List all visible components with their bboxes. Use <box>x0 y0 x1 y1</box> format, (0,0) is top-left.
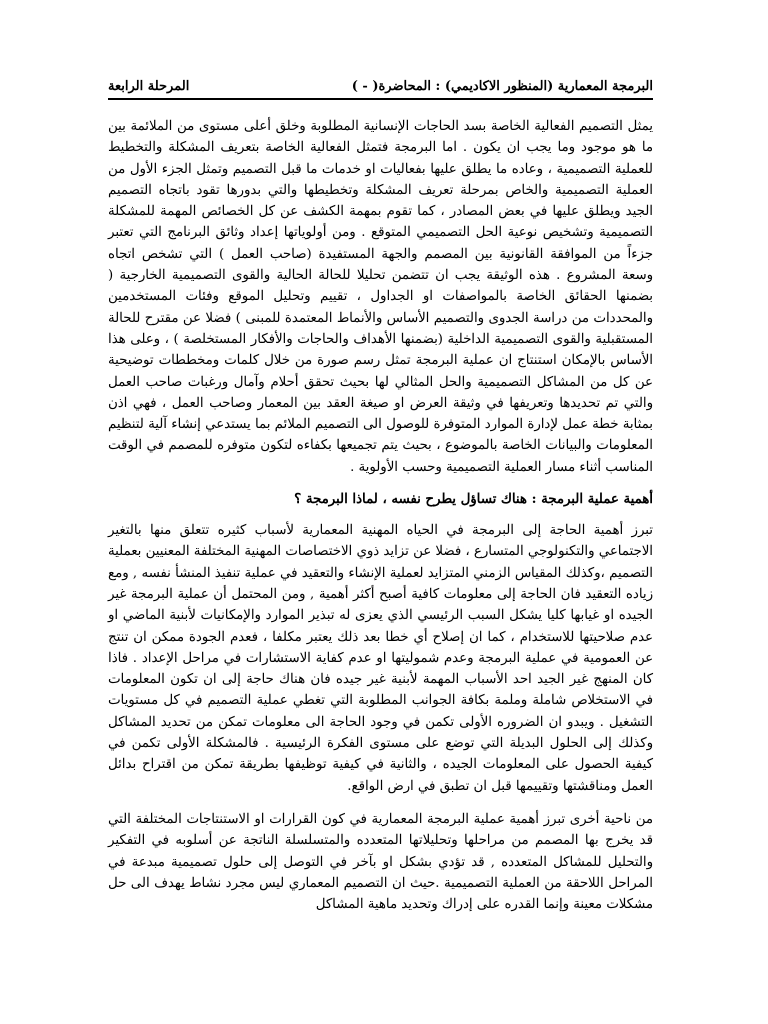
section-heading: أهمية عملية البرمجة : هناك تساؤل يطرح نفسه ، لماذا البرمجة ؟ <box>294 492 653 508</box>
paragraph-continuation: من ناحية أخرى تبرز أهمية عملية البرمجة المعمارية في كون القرارات او الاستنتاجات المختلفة التي قد يخرج بها المصمم من مراحلها وتحليلاتها المتعدده والمتسلسلة الناتجة عن أسلوبه في التفكير والتحليل للمشاكل المتعدده , قد تؤدي بشكل او بآخر في التوصل إلى حلول تصميمية مبدعة في المراحل اللاحقة من العملية التصميمية .حيث ان التصميم المعماري ليس مجرد نشاط يهدف الى حل مشكلات معينة وإنما القدره على إدراك وتحديد ماهية المشاكل <box>108 811 653 913</box>
paragraph-intro: يمثل التصميم الفعالية الخاصة بسد الحاجات الإنسانية المطلوبة وخلق أعلى مستوى من الملائمة بين ما هو موجود وما يجب ان يكون . اما البرمجة فتمثل الفعالية الخاصة بتعريف المشكلة والتخطيط للعملية التصميمية ، وعاده ما يطلق عليها بفعاليات او خدمات ما قبل التصميم وتمثل الجزء الأول من العملية التصميمية والخاص بمرحلة تعريف المشكلة وتخطيطها والتي بدورها تقود باتجاه التصميم الجيد ويطلق عليها في بعض المصادر ، كما تقوم بمهمة الكشف عن كل الخصائص المهمة للمشكلة التصميمية وتشخيص نوعية الحل التصميمي المتوقع . ومن أولوياتها إعداد وثائق البرنامج التي تعتبر جزءاً من الموافقة القانونية بين المصمم والجهة المستفيدة (صاحب العمل ) التي تشخص اتجاه وسعة المشروع . هذه الوثيقة يجب ان تتضمن تحليلا للحالة الحالية والقوى التصميمية الخارجية ( بضمنها الحقائق الخاصة بالمواصفات او الجداول ، تقييم وتحليل الموقع وفئات المستخدمين والمحددات من دراسة الجدوى والتصميم الأساس والأنماط المعتمدة للمبنى ) فضلا عن مقترح للحالة المستقبلية والقوى التصميمية الداخلية (بضمنها الأهداف والحاجات والأفكار المستخلصة ) ، وعلى هذا الأساس بالإمكان استنتاج ان عملية البرمجة تمثل رسم صورة من خلال كلمات ومخططات توضيحية عن كل من المشاكل التصميمية والحل المثالي لها بحيث تحقق أحلام وآمال ورغبات صاحب العمل والتي تم تحديدها وتعريفها في وثيقة العرض او صيغة العقد بين المعمار وصاحب العمل ، فهي اذن بمثابة خطة عمل لإدارة الموارد المتوفرة للوصول الى التصميم الملائم بما يستدعي إنشاء آلية لتنظيم المعلومات والبيانات الخاصة بالموضوع ، بحيث يتم تجميعها بكفاءه لتكون متوفره للمصمم في الوقت المناسب أثناء مسار العملية التصميمية وحسب الأولوية . <box>108 119 653 475</box>
paragraph-importance: تبرز أهمية الحاجة إلى البرمجة في الحياه المهنية المعمارية لأسباب كثيره تتعلق منها بالتغير الاجتماعي والتكنولوجي المتسارع ، فضلا عن تزايد ذوي الاختصاصات المهنية المختلفة المعنيين بعملية التصميم ،وكذلك المقياس الزمني المتزايد لعملية الإنشاء والتعقيد في عملية تنفيذ المنشأ نفسه , ومع زياده التعقيد فان الحاجة إلى معلومات كافية أصبح أكثر أهمية , ومن المحتمل أن عملية البرمجة غير الجيده او غيابها كليا يشكل السبب الرئيسي الذي يعزى له تبذير الموارد والإمكانيات لأبنية الماضي او عدم صلاحيتها للاستخدام ، كما ان إصلاح أي خطا بعد ذلك يعتبر مكلفا ، فعدم الجودة ممكن ان تنتج عن العمومية في عملية البرمجة وعدم شموليتها او عدم كفاية الاستشارات في مراحل الإعداد . فاذا كان المنهج غير الجيد احد الأسباب المهمة لأبنية غير جيده فان هناك حاجة إلى ان تكون المعلومات في الاستخلاص شاملة وملمة بكافة الجوانب المطلوبة التي تغطي عملية التصميم في كل مستويات التشغيل . ويبدو ان الضروره الأولى تكمن في وجود الحاجة الى معلومات تمكن من تحديد المشاكل وكذلك إلى الحلول البديلة التي توضع على مستوى الفكرة الرئيسية . فالمشكلة الأولى تكمن في كيفية الحصول على المعلومات الجيده ، والثانية في كيفية توظيفها بطريقة تمكن من اقتراح بدائل العمل ومناقشتها وتقييمها قبل ان تطبق في ارض الواقع. <box>108 523 653 794</box>
header-title: البرمجة المعمارية (المنظور الاكاديمي) : المحاضرة( - ) <box>351 79 653 94</box>
page-header <box>108 78 653 100</box>
header-stage: المرحلة الرابعة <box>108 79 190 94</box>
